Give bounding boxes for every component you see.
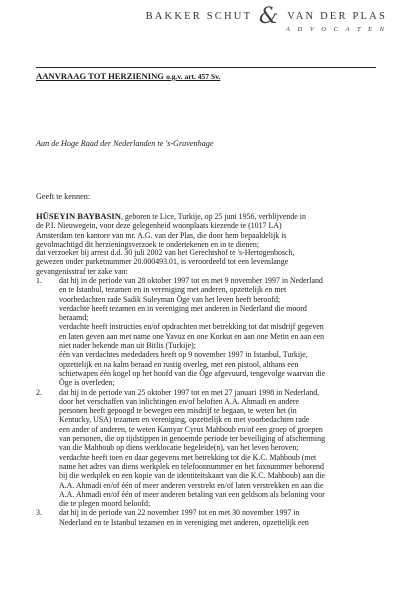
firm-name-left: BAKKER SCHUT <box>145 11 252 22</box>
charges-list <box>36 276 388 527</box>
verdict-line: gevangenisstraf ter zake van: <box>36 266 128 276</box>
charge-number: 1. <box>36 276 42 285</box>
charge-line: opzettelijk en na kalm beraad en rustig overleg, met een pistool, althans een <box>59 359 299 369</box>
charge-line: Nederland en te Istanbul tezamen en in vereniging met anderen, opzettelijk een <box>59 517 309 527</box>
petitioner-line: Amsterdam ten kantore van mr. A.G. van der Plas, die door hem bepaaldelijk is <box>36 230 287 240</box>
charge-line: dat hij in de periode van 22 november 1997 tot en met 30 november 1997 in <box>59 508 300 518</box>
charge-line: schietwapen één kogel op het hoofd van die Öge afgevuurd, tengevolge waarvan die <box>59 368 326 378</box>
charge-line: van personen, die op tijdstippen in genoemde periode ter beveiliging of afscherming <box>59 434 326 444</box>
title-suffix: o.g.v. art. 457 Sv. <box>166 72 221 81</box>
charge-item <box>36 276 388 388</box>
charge-line: A.A. Ahmadi en/of één of meer anderen verstrekt en/of laten verstrekken en aan die <box>59 480 324 490</box>
charge-line: en laten geven aan met name one Yavuz en one Korkut en aan one Metin en aan een <box>59 331 325 341</box>
verdict-paragraph <box>36 248 386 276</box>
firm-name-right: VAN DER PLAS <box>287 11 387 22</box>
ampersand-logo: & <box>258 4 281 29</box>
charge-line: Kentucky, USA) tezamen en vereniging, opzettelijk en met voorbedachten rade <box>59 415 310 425</box>
letterhead <box>146 4 387 33</box>
charge-line: en te Istanbul, tezamen en in vereniging met anderen, opzettelijk en met <box>59 285 287 295</box>
charge-line: één van verdachtes mededaders heeft op 9 november 1997 in Istanbul, Turkije, <box>59 350 308 360</box>
charge-number: 2. <box>36 387 42 397</box>
addressee: Aan de Hoge Raad der Nederlanden te 's-Gravenhage <box>36 139 214 148</box>
charge-line: niet nader bekende man uit Bitlis (Turkije); <box>59 341 196 351</box>
verdict-line: gewezen onder parketnummer 20.000493.01, is veroordeeld tot een levenslange <box>36 257 289 267</box>
charge-line: van die Mahboub op diens werklocatie begeleide(n), van het leven beroven; <box>59 443 299 453</box>
charge-text <box>59 388 388 509</box>
document-title <box>36 71 220 81</box>
charge-text <box>59 508 388 527</box>
charge-line: voorbedachten rade Sadik Suleyman Öge van het leven heeft beroofd; <box>59 294 281 304</box>
charge-text <box>59 276 388 388</box>
firm-subtitle: A D V O C A T E N <box>286 26 387 33</box>
petitioner-paragraph <box>36 212 386 249</box>
intro-text: Geeft te kennen: <box>36 192 91 201</box>
petitioner-line: HÜSEYIN BAYBASIN, geboren te Lice, Turkije, op 25 juni 1956, verblijvende in <box>36 211 306 221</box>
charge-line: dat hij in de periode van 25 oktober 1997 tot en met 27 januari 1998 in Nederland, <box>59 387 320 397</box>
petitioner-line: gevolmachtigd dit herzieningsverzoek te ondertekenen en in te dienen; <box>36 239 260 249</box>
charge-line: bij die werkplek en een kopie van de identiteitskaart van die K.C. Mahboub) aan die <box>59 471 326 481</box>
petitioner-line: de P.I. Nieuwegein, voor deze gelegenheid woonplaats kiezende te (1017 LA) <box>36 221 282 231</box>
charge-line: name het adres van diens werkplek en telefoonnummer en het faxnummer behorend <box>59 461 324 471</box>
charge-line: beraamd; <box>59 313 89 323</box>
title-main: AANVRAAG TOT HERZIENING <box>36 71 164 81</box>
charge-line: A.A. Ahmadi en/of één of meer anderen betaling van een geldsom als beloning voor <box>59 489 325 499</box>
charge-line: verdachte heeft toen en daar gegevens met betrekking tot die K.C. Mahboub (met <box>59 452 317 462</box>
charge-line: door het verschaffen van inlichtingen en/of beloften A.A. Ahmadi en andere <box>59 396 300 406</box>
verdict-line: dat verzoeker bij arrest d.d. 30 juli 2002 van het Gerechtshof te 's-Hertogenbosch, <box>36 248 295 257</box>
charge-line: personen heeft gepoogd te bewegen een misdrijf te begaan, te weten het (in <box>59 406 297 416</box>
charge-line: dat hij in de periode van 28 oktober 1997 tot en met 9 november 1997 in Nederland <box>59 276 323 285</box>
charge-line: een ander of anderen, te weten Kamyar Cyrus Mahboub en/of een groep of groepen <box>59 424 323 434</box>
charge-line: verdachte heeft tezamen en in vereniging met anderen in Nederland die moord <box>59 303 307 313</box>
charge-line: verdachte heeft instructies en/of opdrachten met betrekking tot dat misdrijf gegeven <box>59 322 324 332</box>
charge-item <box>36 388 388 509</box>
charge-line: die te plegen moord beloofd; <box>59 499 151 509</box>
charge-line: Öge is overleden; <box>59 378 115 388</box>
petitioner-name: HÜSEYIN BAYBASIN <box>36 211 121 221</box>
charge-item <box>36 508 388 527</box>
header-divider <box>36 67 376 68</box>
charge-number: 3. <box>36 508 42 518</box>
